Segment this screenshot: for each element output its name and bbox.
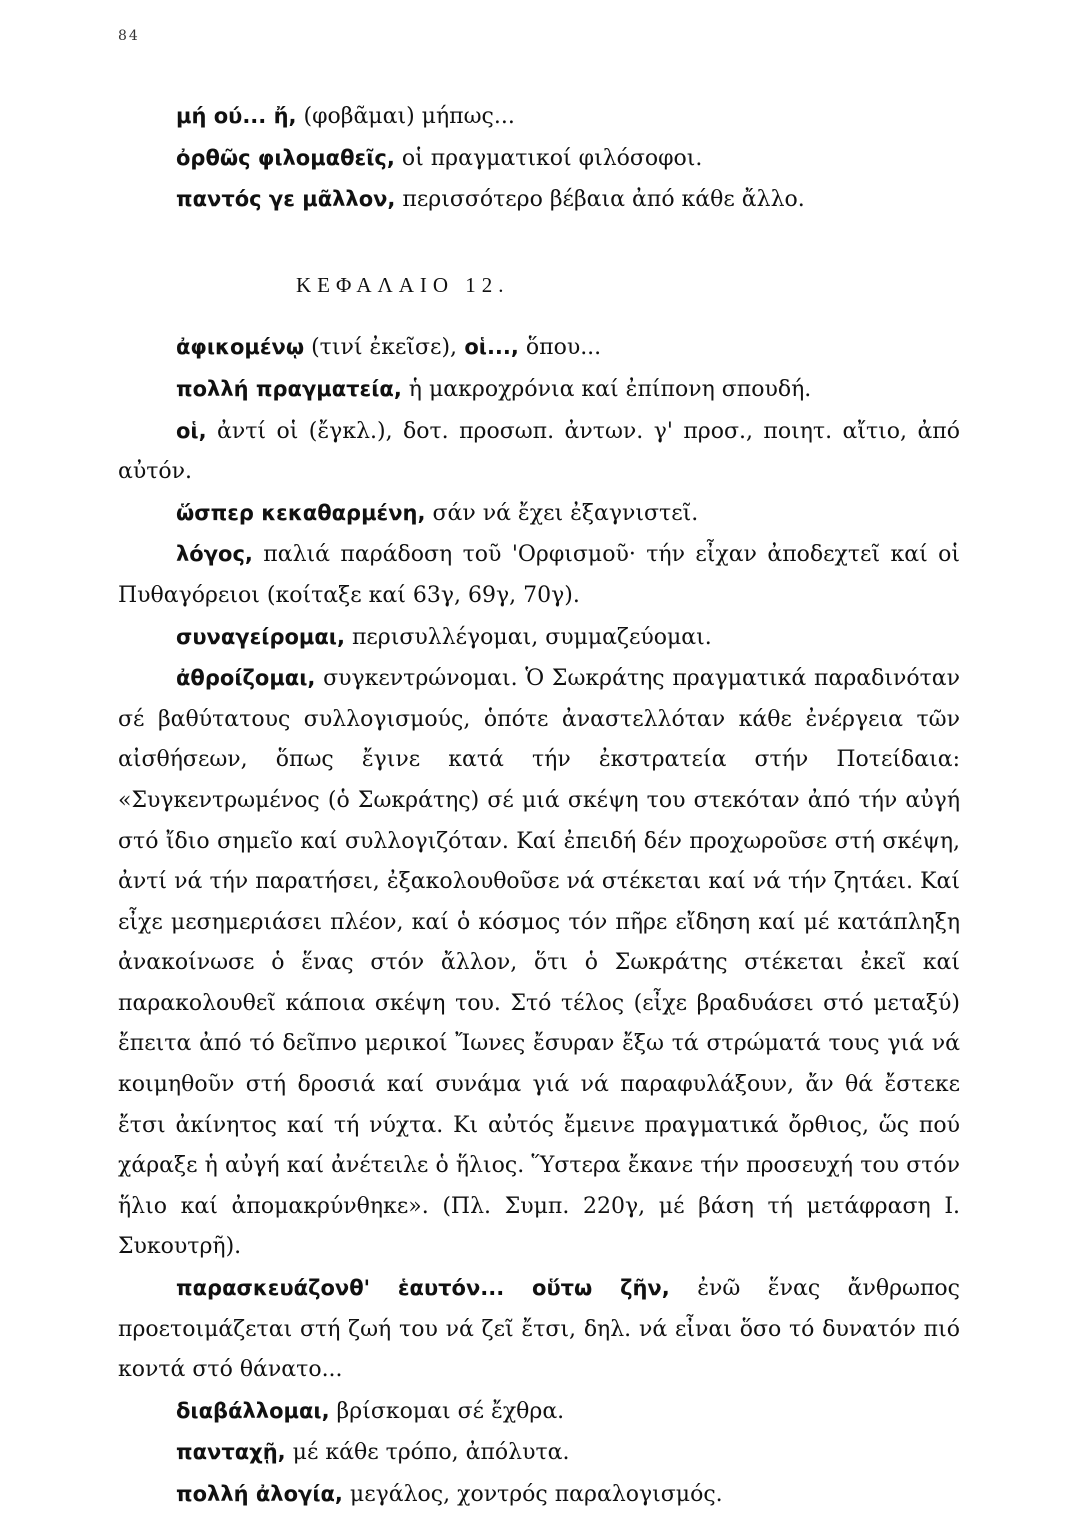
entry-headword: ἀφικομένῳ xyxy=(176,335,305,360)
entry-gloss: μεγάλος, χοντρός παραλογισμός. xyxy=(342,1482,723,1507)
entry-9 xyxy=(118,617,960,659)
entry-headword: ὥσπερ κεκαθαρμένη, xyxy=(176,500,426,525)
entry-7 xyxy=(118,493,960,535)
entry-13 xyxy=(118,1432,960,1474)
entry-6 xyxy=(118,411,960,493)
entry-4 xyxy=(118,327,960,369)
entry-headword: ὀρθῶς φιλομαθεῖς, xyxy=(176,145,395,170)
entry-3 xyxy=(118,179,960,221)
entry-gloss: (τινί ἐκεῖσε), xyxy=(304,335,458,361)
entry-headword: πολλή πραγματεία, xyxy=(176,376,402,401)
entry-headword: συναγείρομαι, xyxy=(176,624,345,649)
chapter-heading: ΚΕΦΑΛΑΙΟ 12. xyxy=(296,272,510,297)
entry-gloss: περισυλλέγομαι, συμμαζεύομαι. xyxy=(344,624,712,650)
entry-headword: παρασκευάζονθ' ἑαυτόν... xyxy=(176,1276,505,1301)
entry-gloss: συγκεντρώνομαι. Ὁ Σωκράτης πραγματικά παραδινόταν σέ βαθύτατους συλλογισμούς, ὁπότε ἀναστελλόταν κάθε ἐνέργεια τῶν αἰσθήσεων, ὅπως ἔγινε κατά τήν ἐκστρατεία στήν Ποτείδαια: «Συγκεντρωμένος (ὁ Σωκράτης) σέ μιά σκέψη του στεκόταν ἀπό τήν αὐγή στό ἴδιο σημεῖο καί συλλογιζόταν. Καί ἐπειδή δέν προχωροῦσε στή σκέψη, ἀντί νά τήν παρατήσει, ἐξακολουθοῦσε νά στέκεται καί νά τήν ζητάει. Καί εἶχε μεσημεριάσει πλέον, καί ὁ κόσμος τόν πῆρε εἴδηση καί μέ κατάπληξη ἀνακοίνωσε ὁ ἕνας στόν ἄλλον, ὅτι ὁ Σωκράτης στέκεται ἐκεῖ καί παρακολουθεῖ κάποια σκέψη του. Στό τέλος (εἶχε βραδυάσει στό μεταξύ) ἔπειτα ἀπό τό δεῖπνο μερικοί Ἴωνες ἔσυραν ἔξω τά στρώματά τους γιά νά κοιμηθοῦν στή δροσιά καί συνάμα γιά νά παραφυλάξουν, ἄν θά ἔστεκε ἔτσι ἀκίνητος καί τή νύχτα. Κι αὐτός ἔμεινε πραγματικά ὄρθιος, ὥς πού χάραξε ἡ αὐγή καί ἀνέτειλε ὁ ἥλιος. Ὕστερα ἔκανε τήν προσευχή του στόν ἥλιο καί ἀπομακρύνθηκε». (Πλ. Συμπ. 220γ, μέ βάση τή μετάφραση Ι. Συκουτρῆ). xyxy=(118,666,960,1260)
entry-12 xyxy=(118,1391,960,1433)
entry-gloss: ἡ μακροχρόνια καί ἐπίπονη σπουδή. xyxy=(401,376,812,402)
entry-gloss-2: ἐνῶ ἕνας ἄνθρωπος προετοιμάζεται στή ζωή του νά ζεῖ ἔτσι, δηλ. νά εἶναι ὅσο τό δυνατόν πιό κοντά στό θάνατο... xyxy=(118,1276,960,1383)
entry-headword-2: οἱ..., xyxy=(457,335,519,360)
entry-gloss: περισσότερο βέβαια ἀπό κάθε ἄλλο. xyxy=(395,187,805,213)
entry-gloss: οἱ πραγματικοί φιλόσοφοι. xyxy=(394,145,703,171)
entry-headword: διαβάλλομαι, xyxy=(176,1398,330,1423)
entry-headword: πολλή ἀλογία, xyxy=(176,1482,343,1506)
entry-11 xyxy=(118,1268,960,1391)
entry-5 xyxy=(118,369,960,411)
entry-gloss: μέ κάθε τρόπο, ἀπόλυτα. xyxy=(285,1440,570,1466)
page-number: 84 xyxy=(118,28,140,44)
entry-gloss-2: ὅπου... xyxy=(518,335,602,361)
entry-8 xyxy=(118,534,960,616)
entry-2 xyxy=(118,138,960,180)
entry-headword: μή ού... ἤ, xyxy=(176,104,297,128)
entry-headword: παντός γε μᾶλλον, xyxy=(176,187,396,212)
entry-gloss: παλιά παράδοση τοῦ 'Ορφισμοῦ· τήν εἶχαν ἀποδεχτεῖ καί οἱ Πυθαγόρειοι (κοίταξε καί 63γ, 69γ, 70γ). xyxy=(118,542,960,608)
entry-gloss: βρίσκομαι σέ ἔχθρα. xyxy=(329,1398,565,1424)
entry-headword: λόγος, xyxy=(176,542,253,567)
page-body xyxy=(118,96,960,1516)
entry-14 xyxy=(118,1474,960,1516)
entry-gloss: σάν νά ἔχει ἐξαγνιστεῖ. xyxy=(425,500,699,526)
entry-gloss: (φοβᾶμαι) μήπως... xyxy=(296,104,515,129)
entry-1 xyxy=(118,96,960,138)
entry-10 xyxy=(118,658,960,1268)
entry-headword: ἀθροίζομαι, xyxy=(176,666,316,691)
entry-headword-2: οὕτω ζῆν, xyxy=(504,1276,670,1301)
entry-gloss: ἀντί οἱ (ἔγκλ.), δοτ. προσωπ. ἀντων. γ' προσ., ποιητ. αἴτιο, ἀπό αὐτόν. xyxy=(118,418,960,485)
entry-headword: οἱ, xyxy=(176,418,207,443)
entry-headword: πανταχῇ, xyxy=(176,1440,286,1465)
